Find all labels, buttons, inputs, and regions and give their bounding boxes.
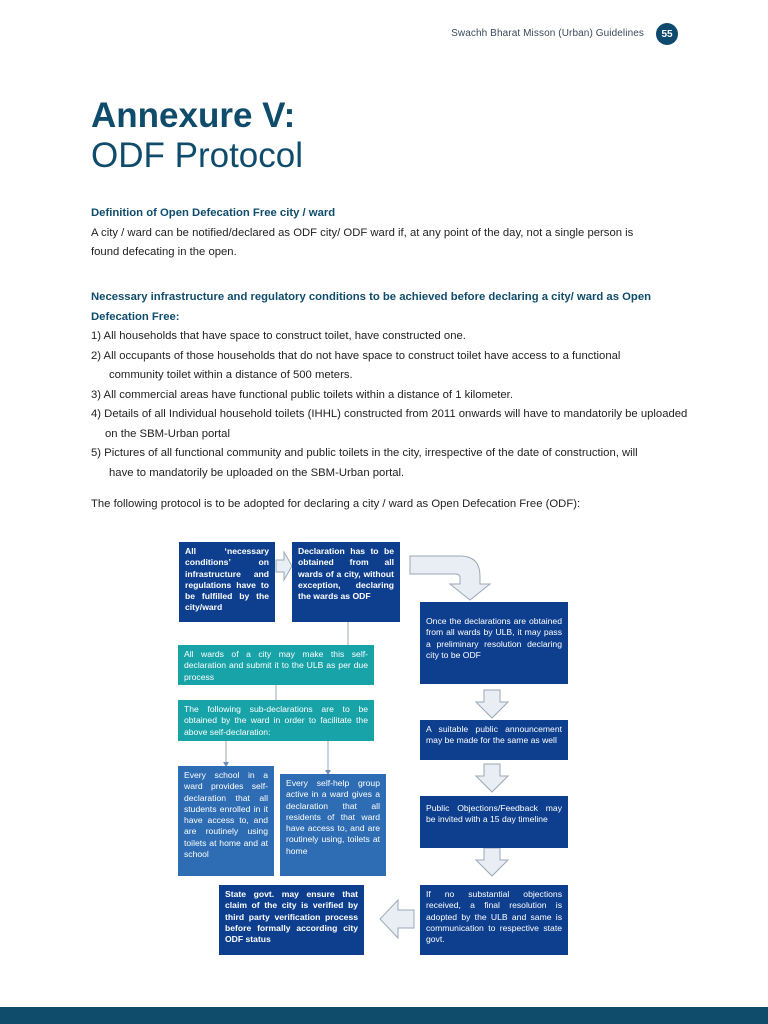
flow-box-ward-declaration-text: Declaration has to be obtained from all wards of a city, without exception, declaring the wards as ODF — [298, 546, 394, 602]
arrow-right-icon — [276, 552, 292, 580]
arrow-down-icon — [476, 764, 508, 792]
condition-item-4: 4) Details of all Individual household toilets (IHHL) constructed from 2011 onwards will have to mandatorily be uploaded on the SBM-Urban portal — [91, 408, 688, 440]
flow-box-conditions: All ‘necessary conditions’ on infrastructure and regulations have to be fulfilled by the city/ward — [179, 542, 275, 622]
condition-item-3: 3) All commercial areas have functional public toilets within a distance of 1 kilometer. — [91, 388, 513, 401]
protocol-intro: The following protocol is to be adopted for declaring a city / ward as Open Defecation Free (ODF): — [91, 498, 581, 510]
condition-item-1: 1) All households that have space to construct toilet, have constructed one. — [91, 330, 466, 342]
definition-text: A city / ward can be notified/declared as ODF city/ ODF ward if, at any point of the day, not a single person is found defecating in the open. — [91, 226, 634, 258]
flow-box-final-resolution: If no substantial objections received, a final resolution is adopted by the ULB and same is communication to respective state govt. — [420, 885, 568, 955]
flow-box-sub-declarations: The following sub-declarations are to be obtained by the ward in order to facilitate the above self-declaration: — [178, 700, 374, 741]
flow-box-ward-declaration — [292, 542, 400, 622]
arrow-curve-down-icon — [410, 556, 490, 600]
arrow-down-icon — [476, 690, 508, 718]
definition-heading: Definition of Open Defecation Free city / ward — [91, 207, 336, 219]
flow-box-preliminary-resolution: Once the declarations are obtained from all wards by ULB, it may pass a preliminary resolution declaring city to be ODF — [420, 602, 568, 684]
condition-item-5: 5) Pictures of all functional community and public toilets in the city, irrespective of the date of construction, will have to mandatorily be uploaded on the SBM-Urban portal. — [91, 447, 638, 479]
arrow-down-icon — [476, 848, 508, 876]
page-subtitle: ODF Protocol — [91, 136, 303, 175]
flow-box-public-objections: Public Objections/Feedback may be invited with a 15 day timeline — [420, 796, 568, 848]
flow-box-public-announcement: A suitable public announcement may be made for the same as well — [420, 720, 568, 760]
running-header: Swachh Bharat Misson (Urban) Guidelines — [451, 28, 644, 39]
conditions-heading: Necessary infrastructure and regulatory conditions to be achieved before declaring a city/ ward as Open Defecation Free: — [91, 291, 651, 323]
flow-box-shg-declaration: Every self-help group active in a ward gives a declaration that all residents of that ward have access to, and are routinely using, toilets at home — [280, 774, 386, 876]
condition-item-2: 2) All occupants of those households that do not have space to construct toilet have access to a functional community toilet within a distance of 500 meters. — [91, 349, 621, 381]
flow-box-self-declaration: All wards of a city may make this self-declaration and submit it to the ULB as per due process — [178, 645, 374, 685]
page-number-badge: 55 — [656, 23, 678, 45]
conditions-section — [91, 288, 691, 483]
flow-box-third-party-verification: State govt. may ensure that claim of the city is verified by third party verification process before formally according city ODF status — [219, 885, 364, 955]
definition-section — [91, 204, 691, 263]
flow-box-school-declaration: Every school in a ward provides self-declaration that all students enrolled in it have access to, and are routinely using toilets at home and at school — [178, 766, 274, 876]
footer-bar — [0, 1007, 768, 1024]
arrow-left-icon — [380, 900, 414, 938]
page-title: Annexure V: — [91, 96, 296, 135]
